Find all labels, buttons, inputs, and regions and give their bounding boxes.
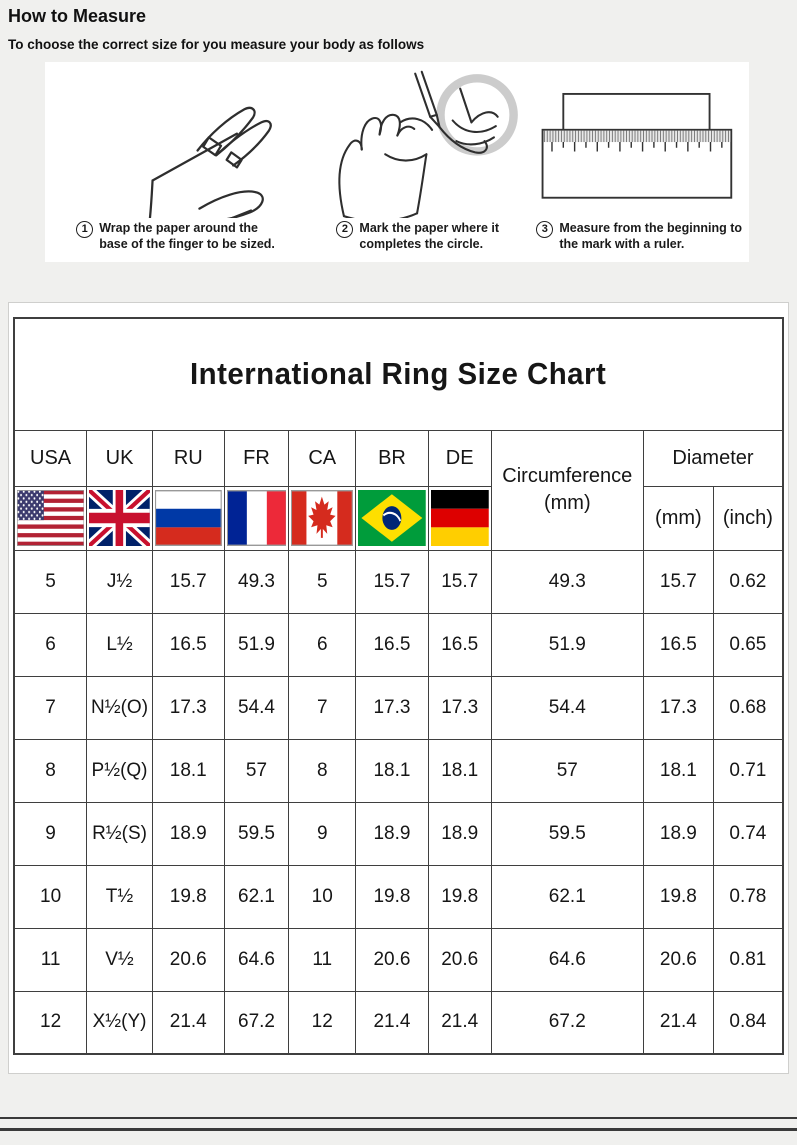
size-cell: 51.9 <box>491 613 643 676</box>
step-measure-ruler <box>535 66 743 260</box>
size-cell: 20.6 <box>356 928 429 991</box>
size-cell: 19.8 <box>644 865 714 928</box>
size-cell: 20.6 <box>428 928 491 991</box>
size-cell: 54.4 <box>224 676 289 739</box>
circumference-label: Circumference <box>502 465 633 487</box>
size-cell: 0.62 <box>713 550 783 613</box>
step-number-badge: 2 <box>336 221 353 238</box>
flag-brazil-icon <box>358 490 426 546</box>
size-cell: 51.9 <box>224 613 289 676</box>
flag-germany-cell <box>428 486 491 550</box>
flag-uk-icon <box>89 490 150 546</box>
chart-title: International Ring Size Chart <box>190 356 607 392</box>
step-caption-line: completes the circle. <box>359 236 484 251</box>
size-table-body <box>14 550 783 1054</box>
flag-uk-cell <box>87 486 153 550</box>
size-cell: 20.6 <box>644 928 714 991</box>
col-header-br: BR <box>356 430 429 486</box>
size-cell: 19.8 <box>356 865 429 928</box>
size-cell: 62.1 <box>224 865 289 928</box>
flag-brazil-cell <box>356 486 429 550</box>
size-cell: 17.3 <box>644 676 714 739</box>
size-cell: 17.3 <box>356 676 429 739</box>
size-cell: 12 <box>289 991 356 1054</box>
size-cell: 15.7 <box>644 550 714 613</box>
flag-russia-icon <box>155 490 222 546</box>
step-mark-paper <box>300 66 535 260</box>
size-cell: 64.6 <box>224 928 289 991</box>
col-header-diameter: Diameter <box>644 430 784 486</box>
step-caption-line: Measure from the beginning to <box>559 220 742 235</box>
size-cell: 6 <box>289 613 356 676</box>
size-cell: 5 <box>289 550 356 613</box>
size-cell: 62.1 <box>491 865 643 928</box>
step-caption <box>536 220 742 261</box>
size-cell: 0.78 <box>713 865 783 928</box>
col-header-de: DE <box>428 430 491 486</box>
size-cell: 54.4 <box>491 676 643 739</box>
flag-usa-cell <box>14 486 87 550</box>
size-cell: 67.2 <box>224 991 289 1054</box>
size-cell: 0.65 <box>713 613 783 676</box>
step-caption-line: Mark the paper where it <box>359 220 500 235</box>
size-cell: 59.5 <box>491 802 643 865</box>
size-cell: 59.5 <box>224 802 289 865</box>
size-cell: 16.5 <box>428 613 491 676</box>
ring-size-chart-section <box>8 302 789 1074</box>
size-cell: P½(Q) <box>87 739 153 802</box>
step-caption <box>76 220 275 261</box>
step-caption-line: base of the finger to be sized. <box>99 236 275 251</box>
size-cell: 18.9 <box>644 802 714 865</box>
size-cell: T½ <box>87 865 153 928</box>
col-header-fr: FR <box>224 430 289 486</box>
size-cell: 49.3 <box>491 550 643 613</box>
size-cell: 15.7 <box>356 550 429 613</box>
size-cell: 21.4 <box>428 991 491 1054</box>
flag-canada-icon <box>291 490 353 546</box>
size-cell: N½(O) <box>87 676 153 739</box>
page-title: How to Measure <box>8 6 147 26</box>
size-cell: 18.1 <box>428 739 491 802</box>
size-cell: 15.7 <box>152 550 224 613</box>
step-caption <box>336 220 499 261</box>
col-header-circumference <box>491 430 643 550</box>
size-cell: 21.4 <box>644 991 714 1054</box>
table-row <box>14 676 783 739</box>
size-cell: 0.68 <box>713 676 783 739</box>
size-cell: L½ <box>87 613 153 676</box>
size-cell: 21.4 <box>356 991 429 1054</box>
size-cell: J½ <box>87 550 153 613</box>
size-cell: 7 <box>289 676 356 739</box>
size-cell: 0.81 <box>713 928 783 991</box>
size-cell: 11 <box>289 928 356 991</box>
col-header-diameter-mm: (mm) <box>644 486 714 550</box>
size-cell: 57 <box>224 739 289 802</box>
size-cell: 20.6 <box>152 928 224 991</box>
size-cell: 5 <box>14 550 87 613</box>
step-caption-line: the mark with a ruler. <box>559 236 685 251</box>
size-cell: V½ <box>87 928 153 991</box>
flag-france-cell <box>224 486 289 550</box>
table-row <box>14 550 783 613</box>
size-cell: 7 <box>14 676 87 739</box>
size-cell: 16.5 <box>644 613 714 676</box>
table-row <box>14 739 783 802</box>
size-cell: 18.9 <box>428 802 491 865</box>
page-subtitle: To choose the correct size for you measure your body as follows <box>8 37 425 52</box>
step-number-badge: 1 <box>76 221 93 238</box>
table-row <box>14 991 783 1054</box>
size-cell: 10 <box>14 865 87 928</box>
size-cell: R½(S) <box>87 802 153 865</box>
how-to-measure-panel <box>45 62 749 262</box>
flag-usa-icon <box>17 490 84 546</box>
step-wrap-paper <box>51 66 300 260</box>
size-cell: 15.7 <box>428 550 491 613</box>
size-cell: 16.5 <box>152 613 224 676</box>
size-cell: 17.3 <box>428 676 491 739</box>
flag-france-icon <box>227 490 287 546</box>
ring-size-table <box>13 317 784 1055</box>
col-header-ca: CA <box>289 430 356 486</box>
size-cell: 18.1 <box>644 739 714 802</box>
size-cell: 11 <box>14 928 87 991</box>
circumference-unit: (mm) <box>543 492 591 514</box>
step-number-badge: 3 <box>536 221 553 238</box>
col-header-ru: RU <box>152 430 224 486</box>
size-cell: 16.5 <box>356 613 429 676</box>
table-row <box>14 802 783 865</box>
chart-title-cell <box>14 318 783 430</box>
size-cell: 12 <box>14 991 87 1054</box>
size-cell: 18.1 <box>356 739 429 802</box>
flag-canada-cell <box>289 486 356 550</box>
table-row <box>14 865 783 928</box>
size-cell: 64.6 <box>491 928 643 991</box>
size-cell: 6 <box>14 613 87 676</box>
size-cell: X½(Y) <box>87 991 153 1054</box>
size-cell: 0.71 <box>713 739 783 802</box>
hand-open-icon <box>51 66 300 220</box>
hand-pen-icon <box>300 66 535 220</box>
bottom-divider-line <box>0 1128 797 1131</box>
size-cell: 17.3 <box>152 676 224 739</box>
flag-russia-cell <box>152 486 224 550</box>
size-cell: 18.9 <box>152 802 224 865</box>
col-header-diameter-inch: (inch) <box>713 486 783 550</box>
col-header-usa: USA <box>14 430 87 486</box>
ruler-icon <box>535 66 743 220</box>
size-cell: 0.84 <box>713 991 783 1054</box>
size-cell: 57 <box>491 739 643 802</box>
size-cell: 19.8 <box>152 865 224 928</box>
size-cell: 18.1 <box>152 739 224 802</box>
size-cell: 19.8 <box>428 865 491 928</box>
size-cell: 67.2 <box>491 991 643 1054</box>
size-cell: 21.4 <box>152 991 224 1054</box>
bottom-divider-line <box>0 1117 797 1119</box>
col-header-uk: UK <box>87 430 153 486</box>
step-caption-line: Wrap the paper around the <box>99 220 259 235</box>
size-cell: 8 <box>289 739 356 802</box>
table-row <box>14 928 783 991</box>
size-cell: 9 <box>14 802 87 865</box>
size-cell: 10 <box>289 865 356 928</box>
size-cell: 49.3 <box>224 550 289 613</box>
size-cell: 8 <box>14 739 87 802</box>
flag-germany-icon <box>431 490 489 546</box>
size-cell: 0.74 <box>713 802 783 865</box>
table-row <box>14 613 783 676</box>
size-cell: 18.9 <box>356 802 429 865</box>
size-cell: 9 <box>289 802 356 865</box>
